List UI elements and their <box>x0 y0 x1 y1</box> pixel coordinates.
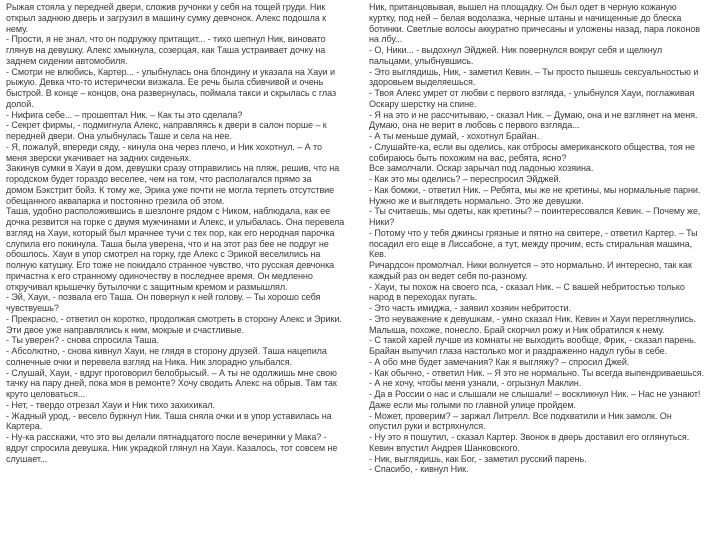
text-line: причастна к его странному одиночеству в последнее время. Он медленно <box>6 270 313 281</box>
text-line: откручивал крышечку бутылочки с защитным кремом и размышлял. <box>6 281 288 292</box>
text-line: - А обо мне будет замечания? Как я выгляжу? – спросил Джей. <box>369 356 630 367</box>
text-line: - Как это мы оделись? – переспросил Эйджей. <box>369 174 561 184</box>
text-line: - С такой харей лучше из комнаты не выходить вообще, Фрик, - сказал парень. <box>369 335 697 346</box>
text-line: - Нет, - твердо отрезал Хауи и Ник тихо захихикал. <box>6 399 215 410</box>
text-line: - Ник, выглядишь, как Бог, - заметил русский парень. <box>369 453 587 464</box>
text-line: - Как обычно, - ответил Ник. – Я это не нормально. Ты всегда выпендриваешься. <box>369 367 705 378</box>
text-line: - Твоя Алекс умрет от любви с первого взгляда, - улыбнулся Хауи, поглаживая <box>369 88 695 98</box>
text-line: долой. <box>6 98 34 109</box>
text-line: - Спасибо, - кивнул Ник. <box>369 464 469 475</box>
text-line: слушает... <box>6 453 48 464</box>
text-line: тачку на пару дней, пока моя в ремонте? Хочу сводить Алекс на обрыв. Там так <box>6 378 337 389</box>
text-line: Оскару шерстку на спине. <box>369 98 477 109</box>
text-line: - Слушай, Хауи, - вдруг проговорил белобрысый. – А ты не одолжишь мне свою <box>6 367 337 378</box>
text-line: Даже если мы голыми по главной улице пройдем. <box>369 399 576 410</box>
text-line: - Да в России о нас и слышали не слышали! – воскликнул Ник. – Нас не узнают! <box>369 389 701 399</box>
text-line: опустил руки и встряхнулся. <box>369 421 486 432</box>
text-line: передней двери. Она улыбнулась Таше и села на нее. <box>6 131 232 141</box>
text-line: глянув на девушку. Алекс хмыкнула, созерцая, как Таша устраивает дочку на <box>6 45 326 55</box>
text-line: - Ну-ка расскажи, что это вы делали пятнадцатого после вечеринки у Мака? - <box>6 432 327 442</box>
text-line: Нужно же и выглядеть нормально. Это же девушки. <box>369 195 584 206</box>
text-line: дочка резвится на горке с двумя мужчинами и Алекс, и улыбалась. Она перевела <box>6 217 345 227</box>
text-line: вдруг спросила девушка. Ник украдкой глянул на Хауи. Казалось, тот совсем не <box>6 442 338 453</box>
text-line: пальцами, улыбнувшись. <box>369 55 474 66</box>
text-line: обещанного аквапарка и постоянно грезила об этом. <box>6 195 225 206</box>
text-line: рыжую. Девка что-то истерически визжала. Ее речь была сбивчивой и очень <box>6 77 324 88</box>
text-line: обошлось. Хауи в упор смотрел на горку, где Алекс с Эрикой веселились на <box>6 249 321 260</box>
text-line: - Секрет фирмы, - подмигнула Алекс, направляясь к двери в салон порше – к <box>6 120 327 131</box>
text-line: - Абсолютно, - снова кивнул Хауи, не глядя в сторону друзей. Таша нацепила <box>6 346 327 356</box>
text-line: заднем сидении автомобиля. <box>6 55 128 66</box>
text-line: собираюсь быть похожим на вас, ребята, ясно? <box>369 152 567 163</box>
text-line: городском будет гораздо веселее, чем на том, что располагался прямо за <box>6 174 312 184</box>
text-line: - Хауи, ты похож на своего пса, - сказал Ник. – С вашей небритостью только <box>369 281 685 292</box>
text-line: - Я на это и не рассчитываю, - сказал Ник. – Думаю, она и не взглянет на меня. <box>369 109 698 120</box>
text-line: - Потому что у тебя джинсы грязные и пятно на свитере, - ответил Картер. – Ты <box>369 227 698 238</box>
text-line: на лбу... <box>369 34 403 45</box>
text-line: круто целоваться... <box>6 389 86 399</box>
text-line: - Прекрасно, - ответил он коротко, продолжая смотреть в сторону Алекс и Эрики. <box>6 313 342 324</box>
right-text-column <box>369 2 715 475</box>
text-line: Рыжая стояла у передней двери, сложив ручонки у себя на тощей груди. Ник <box>6 2 326 12</box>
text-line: - Ты считаешь, мы одеты, как кретины? – поинтересовался Кевин. – Почему же, <box>369 206 701 217</box>
left-text-column <box>6 2 358 464</box>
text-line: - Ты уверен? - снова спросила Таша. <box>6 335 159 346</box>
text-line: Таша, удобно расположившись в шезлонге рядом с Ником, наблюдала, как ее <box>6 206 331 217</box>
text-line: меня зверски укачивает на задних сиденьях. <box>6 152 192 163</box>
text-line: полную катушку. Его тоже не покидало странное чувство, что русская девчонка <box>6 260 335 270</box>
text-line: - Может, проверим? – заржал Литрелл. Все подхватили и Ник замолк. Он <box>369 410 672 421</box>
text-line: народ в переходах пугать. <box>369 292 478 303</box>
text-line: Кев. <box>369 249 387 260</box>
text-line: Ники? <box>369 217 395 227</box>
text-line: - Смотри не влюбись, Картер... - улыбнулась она блондину и указала на Хауи и <box>6 66 335 77</box>
text-line: - Я, пожалуй, впереди сяду, - кинула она через плечо, и Ник хохотнул. – А то <box>6 141 322 152</box>
text-line: быстрой. В конце – концов, она развернулась, поймала такси и скрылась с глаз <box>6 88 337 98</box>
text-line: - Это неуважение к девушкам, - умно сказал Ник. Кевин и Хауи переглянулись. <box>369 313 696 324</box>
text-line: - Как бомжи, - ответил Ник. – Ребята, мы же не кретины, мы нормальные парни. <box>369 184 701 195</box>
text-line: - А не хочу, чтобы меня узнали, - огрызнул Маклин. <box>369 378 582 389</box>
text-line: - Нифига себе... – прошептал Ник. – Как ты это сделала? <box>6 109 243 120</box>
text-line: - О, Ники... - выдохнул Эйджей. Ник повернулся вокруг себя и щелкнул <box>369 45 663 55</box>
text-line: Брайан выпучил глаза настолько мог и раздраженно надул губы в себе. <box>369 346 667 356</box>
text-line: Эти двое уже направлялись к ним, мокрые и счастливые. <box>6 324 245 335</box>
text-line: - Слушайте-ка, если вы оделись, как отбросы американского общества, тоя не <box>369 141 696 152</box>
text-line: - А ты меньше думай, - хохотнул Брайан. <box>369 131 539 141</box>
text-line: Все замолчали. Оскар зарычал под ладонью хозяина. <box>369 163 594 174</box>
text-line: - Эй, Хауи, - позвала его Таша. Он повернул к ней голову. – Ты хорошо себя <box>6 292 321 303</box>
text-line: - Это часть имиджа, - заявил хозяин небритости. <box>369 303 571 313</box>
text-line: Кевин впустил Андрея Шанковского. <box>369 442 520 453</box>
text-line: куртку, под ней – белая водолазка, черные штаны и начищенные до блеска <box>369 12 682 23</box>
text-line: Ник, пританцовывая, вышел на площадку. Он был одет в черную кожаную <box>369 2 677 12</box>
text-line: Малыша, похоже, понесло. Брай скорчил рожу и Ник обратился к нему. <box>369 324 665 335</box>
text-line: Ричардсон промолчал. Ники волнуется – это нормально. И интересно, так как <box>369 260 692 270</box>
text-line: слупила его покинула. Таша была уверена, что и на этот раз бее не подруг не <box>6 238 329 249</box>
text-line: домом Бэкстрит бойз. К тому же, Эрика уже почти не могла терпеть отсутствие <box>6 184 335 195</box>
text-line: - Прости, я не знал, что он подружку притащит... - тихо шепнул Ник, виновато <box>6 34 326 45</box>
text-line: взгляд на Хауи, который был мрачнее тучи с тех пор, как его неродная парочка <box>6 227 335 238</box>
text-line: солнечные очки и перевела взгляд на Ника. Ник злорадно улыбался. <box>6 356 292 367</box>
text-line: - Это выглядишь, Ник, - заметил Кевин. – Ты просто пышешь сексуальностью и <box>369 66 699 77</box>
text-line: ботинки. Светлые волосы аккуратно причесаны и уложены назад, пара локонов <box>369 23 701 34</box>
text-line: здоровьем выделяешься. <box>369 77 476 88</box>
text-line: Думаю, она не верит в любовь с первого взгляда... <box>369 120 580 131</box>
text-line: Картера. <box>6 421 43 432</box>
text-line: посадил его еще в Лиссабоне, а тут, между прочим, есть стиральная машина, <box>369 238 693 249</box>
text-line: Закинув сумки в Хауи в дом, девушки сразу отправились на пляж, решив, что на <box>6 163 340 174</box>
text-line: чувствуешь? <box>6 303 59 313</box>
text-line: каждый раз он ведет себя по-разному. <box>369 270 528 281</box>
text-line: открыл заднюю дверь и загрузил в машину сумку девчонок. Алекс подошла к <box>6 12 327 23</box>
text-line: - Ну это я пошутил, - сказал Картер. Звонок в дверь доставил его оглянуться. <box>369 432 690 442</box>
text-line: - Жадный урод, - весело буркнул Ник. Таша сняла очки и в упор уставилась на <box>6 410 332 421</box>
text-line: нему. <box>6 23 29 34</box>
